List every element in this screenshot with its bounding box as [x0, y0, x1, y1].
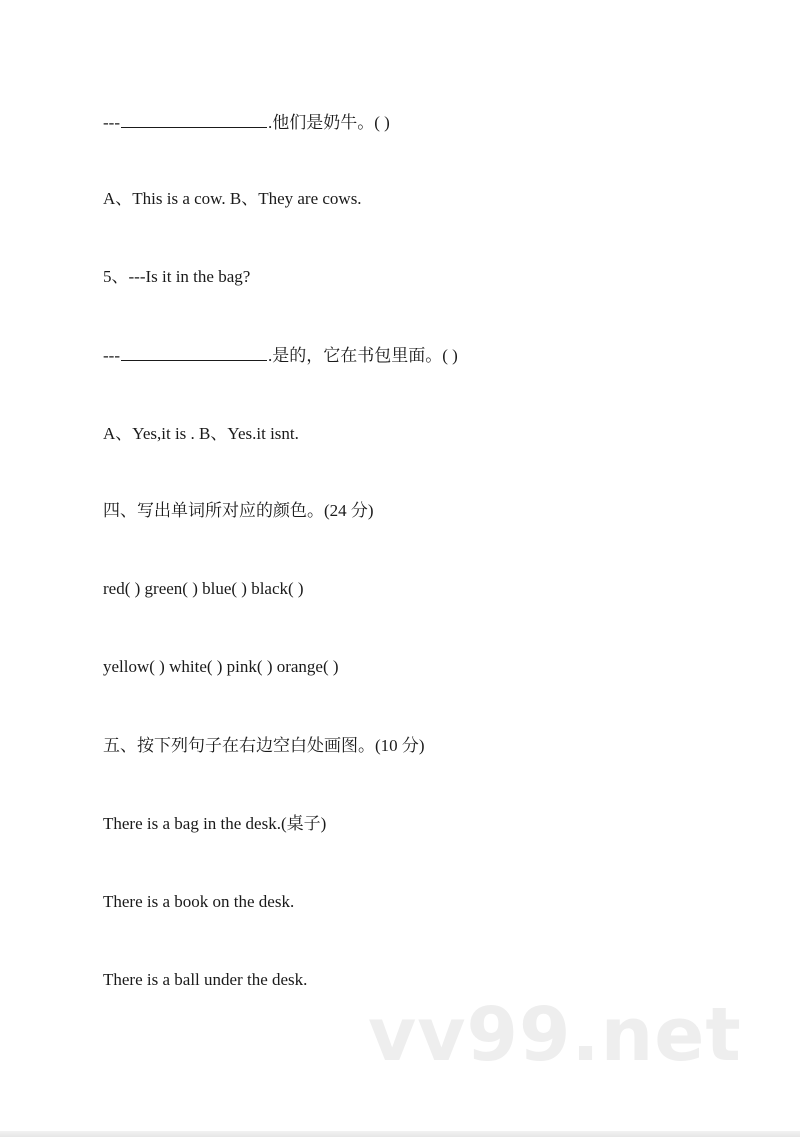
q4-options: A、This is a cow. B、They are cows. — [103, 189, 362, 208]
q5-answer-line — [103, 345, 458, 367]
q5-question: 5、---Is it in the bag? — [103, 267, 251, 286]
draw-sentence-3: There is a ball under the desk. — [103, 970, 308, 989]
draw-sentence-2: There is a book on the desk. — [103, 892, 295, 911]
q4-answer-line — [103, 112, 390, 134]
section-4-title: 四、写出单词所对应的颜色。(24 分) — [103, 501, 374, 520]
section-5-title: 五、按下列句子在右边空白处画图。(10 分) — [103, 736, 425, 755]
answer-dash: --- — [103, 113, 120, 132]
page-bottom-edge — [0, 1131, 800, 1137]
colors-row-1: red( ) green( ) blue( ) black( ) — [103, 579, 304, 598]
answer-blank — [121, 113, 267, 128]
draw-sentence-1: There is a bag in the desk.(桌子) — [103, 814, 327, 833]
colors-row-2: yellow( ) white( ) pink( ) orange( ) — [103, 657, 339, 676]
answer-translation: .是的，它在书包里面。( ) — [267, 346, 458, 365]
answer-blank — [121, 346, 267, 361]
answer-dash: --- — [103, 346, 120, 365]
answer-translation: .他们是奶牛。( ) — [267, 113, 390, 132]
q5-options: A、Yes,it is . B、Yes.it isnt. — [103, 424, 299, 443]
watermark: vv99.net — [368, 992, 742, 1078]
